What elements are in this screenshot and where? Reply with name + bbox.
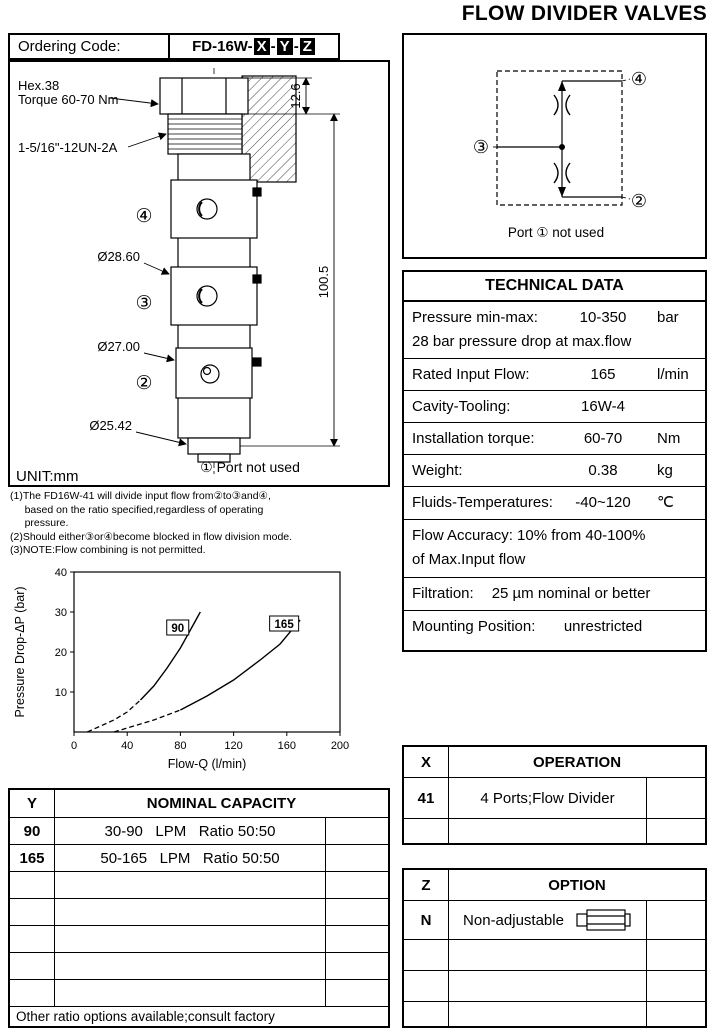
capacity-footer-note: Other ratio options available;consult factory [10, 1006, 388, 1026]
option-desc-cell [449, 901, 646, 939]
empty-cell [449, 1002, 646, 1026]
option-empty-row [404, 970, 705, 1001]
tech-row-torque [404, 422, 705, 454]
note-line: (3)NOTE:Flow combining is not permitted. [10, 544, 206, 556]
tech-unit: l/min [657, 366, 689, 383]
empty-cell [325, 899, 388, 925]
unit-label: UNIT:mm [16, 468, 79, 485]
empty-cell [10, 899, 55, 925]
thread-spec-label: 1-5/16"-12UN-2A [18, 140, 118, 155]
tech-row-rated-flow [404, 358, 705, 390]
tech-value: unrestricted [563, 618, 643, 635]
capacity-empty-row [10, 871, 388, 898]
schematic-port-4: ④ [630, 69, 648, 89]
port-2-number: ② [135, 373, 153, 394]
svg-text:Pressure Drop-ΔP (bar): Pressure Drop-ΔP (bar) [13, 586, 27, 718]
svg-text:0: 0 [70, 740, 78, 752]
pressure-drop-chart [10, 558, 390, 776]
flow-arrow-down [558, 187, 566, 197]
capacity-y-value: 165 [10, 845, 55, 871]
ordering-code-box [8, 33, 340, 60]
tech-value: 60-70 [583, 430, 623, 447]
tech-value: -40~120 [575, 494, 631, 511]
operation-table [402, 745, 707, 845]
technical-data-table [402, 270, 707, 652]
empty-cell [449, 940, 646, 970]
schematic-caption: Port ① not used [507, 225, 605, 240]
schematic-port-2: ② [630, 191, 648, 211]
capacity-empty-row [10, 925, 388, 952]
operation-code: 41 [404, 778, 449, 818]
option-table [402, 868, 707, 1028]
empty-cell [449, 971, 646, 1001]
nominal-capacity-table [8, 788, 390, 1028]
operation-col-x-header: X [404, 747, 449, 777]
dim-100-5: 100.5 [316, 265, 331, 299]
port-3-number: ③ [135, 293, 153, 314]
tech-row-cavity [404, 390, 705, 422]
schematic-port-3: ③ [472, 137, 490, 157]
empty-cell [10, 953, 55, 979]
tech-unit: ℃ [657, 494, 674, 511]
operation-desc: 4 Ports;Flow Divider [480, 789, 615, 807]
empty-cell [55, 899, 325, 925]
code-prefix: FD-16W- [192, 38, 253, 55]
empty-cell [646, 971, 705, 1001]
empty-cell [646, 901, 705, 939]
flow-arrow-up [558, 81, 566, 91]
option-empty-row [404, 939, 705, 970]
option-code: N [404, 901, 449, 939]
code-dash2: - [293, 38, 299, 55]
option-col-z-header: Z [404, 870, 449, 900]
empty-cell [325, 872, 388, 898]
tech-line2: 28 bar pressure drop at max.flow [412, 333, 632, 350]
capacity-title: NOMINAL CAPACITY [146, 795, 297, 812]
tech-unit: bar [657, 309, 679, 326]
option-header-row [404, 870, 705, 900]
tech-unit: kg [657, 462, 673, 479]
operation-title: OPERATION [532, 753, 622, 771]
capacity-empty-row [10, 898, 388, 925]
code-z: Z [300, 38, 315, 55]
empty-cell [404, 1002, 449, 1026]
svg-text:40: 40 [121, 740, 134, 752]
empty-cell [55, 980, 325, 1006]
tech-label: Weight: [412, 462, 463, 479]
tech-label: Filtration: [412, 585, 474, 602]
operation-row-41 [404, 777, 705, 818]
valve-body-graphic [110, 68, 340, 474]
svg-text:120: 120 [224, 740, 243, 752]
tech-row-pressure [404, 302, 705, 358]
empty-cell [325, 818, 388, 844]
code-x: X [254, 38, 270, 55]
svg-text:Flow-Q (l/min): Flow-Q (l/min) [167, 757, 247, 771]
capacity-empty-row [10, 952, 388, 979]
tech-label: Flow Accuracy: 10% from 40-100% [412, 527, 646, 544]
capacity-header-row [10, 790, 388, 817]
tech-row-filtration [404, 577, 705, 610]
svg-text:40: 40 [54, 567, 67, 579]
note-line: (2)Should either③or④become blocked in flow division mode. [10, 530, 293, 543]
torque-label: Torque 60-70 Nm [18, 92, 119, 107]
option-empty-row [404, 1001, 705, 1026]
tech-label: Installation torque: [412, 430, 535, 447]
code-dash1: - [270, 38, 276, 55]
schematic-box [402, 33, 707, 259]
option-title: OPTION [548, 876, 606, 894]
svg-text:10: 10 [54, 687, 67, 699]
note-line: (1)The FD16W-41 will divide input flow from②to③and④, [10, 490, 271, 502]
empty-cell [325, 845, 388, 871]
capacity-row-90 [10, 817, 388, 844]
svg-text:80: 80 [174, 740, 187, 752]
tech-row-temperature [404, 486, 705, 519]
valve-drawing-box [8, 60, 390, 487]
tech-line2: of Max.Input flow [412, 551, 526, 568]
dim-12-6: 12.6 [288, 83, 303, 109]
application-notes [10, 490, 392, 558]
option-desc: Non-adjustable [463, 911, 564, 929]
empty-cell [325, 980, 388, 1006]
hex-plug-icon [576, 908, 632, 932]
empty-cell [646, 778, 705, 818]
hex-label: Hex.38 [18, 78, 60, 93]
pressure-drop-chart-area [10, 558, 392, 778]
code-y: Y [277, 38, 293, 55]
dia-28-60-label: Ø28.60 [97, 249, 140, 264]
port-1-note: ① Port not used [200, 459, 300, 475]
capacity-row-165 [10, 844, 388, 871]
port-4-number: ④ [135, 206, 153, 227]
tech-value: 10-350 [579, 309, 627, 326]
svg-text:165: 165 [274, 619, 294, 631]
empty-cell [10, 926, 55, 952]
tech-label: Rated Input Flow: [412, 366, 530, 383]
empty-cell [646, 940, 705, 970]
tech-row-mounting [404, 610, 705, 650]
tech-value: 25 µm nominal or better [491, 585, 651, 602]
hydraulic-schematic [404, 35, 705, 257]
capacity-y-value: 90 [10, 818, 55, 844]
svg-text:90: 90 [171, 623, 185, 635]
tech-row-accuracy [404, 519, 705, 577]
svg-text:30: 30 [54, 607, 67, 619]
capacity-col-y-header: Y [10, 790, 55, 817]
empty-cell [404, 819, 449, 843]
technical-data-header: TECHNICAL DATA [404, 272, 705, 302]
tech-label: Cavity-Tooling: [412, 398, 511, 415]
svg-text:200: 200 [330, 740, 350, 752]
empty-cell [55, 872, 325, 898]
empty-cell [55, 926, 325, 952]
tech-row-weight [404, 454, 705, 486]
page-title: FLOW DIVIDER VALVES [461, 2, 707, 25]
dia-27-00-label: Ø27.00 [97, 339, 140, 354]
tech-label: Mounting Position: [412, 618, 536, 635]
note-line: pressure. [10, 517, 69, 529]
empty-cell [449, 819, 646, 843]
junction-dot [559, 144, 565, 150]
operation-header-row [404, 747, 705, 777]
empty-cell [404, 940, 449, 970]
svg-text:160: 160 [277, 740, 296, 752]
empty-cell [325, 953, 388, 979]
empty-cell [646, 1002, 705, 1026]
empty-cell [404, 971, 449, 1001]
capacity-desc: 30-90 LPM Ratio 50:50 [104, 822, 276, 840]
empty-cell [646, 819, 705, 843]
empty-cell [55, 953, 325, 979]
svg-text:20: 20 [54, 647, 67, 659]
tech-unit: Nm [657, 430, 681, 447]
capacity-empty-row [10, 979, 388, 1006]
tech-label: Pressure min-max: [412, 309, 538, 326]
tech-value: 16W-4 [581, 398, 625, 415]
tech-value: 0.38 [588, 462, 618, 479]
empty-cell [10, 980, 55, 1006]
dia-25-42-label: Ø25.42 [89, 418, 132, 433]
tech-value: 165 [590, 366, 616, 383]
operation-empty-row [404, 818, 705, 843]
empty-cell [10, 872, 55, 898]
option-row-n [404, 900, 705, 939]
ordering-code-label: Ordering Code: [10, 35, 170, 58]
empty-cell [325, 926, 388, 952]
ordering-code-value [170, 35, 338, 58]
valve-cross-section-drawing [10, 62, 388, 485]
tech-label: Fluids-Temperatures: [412, 494, 553, 511]
capacity-desc: 50-165 LPM Ratio 50:50 [100, 849, 280, 867]
note-line: based on the ratio specified,regardless of operating [10, 503, 264, 516]
